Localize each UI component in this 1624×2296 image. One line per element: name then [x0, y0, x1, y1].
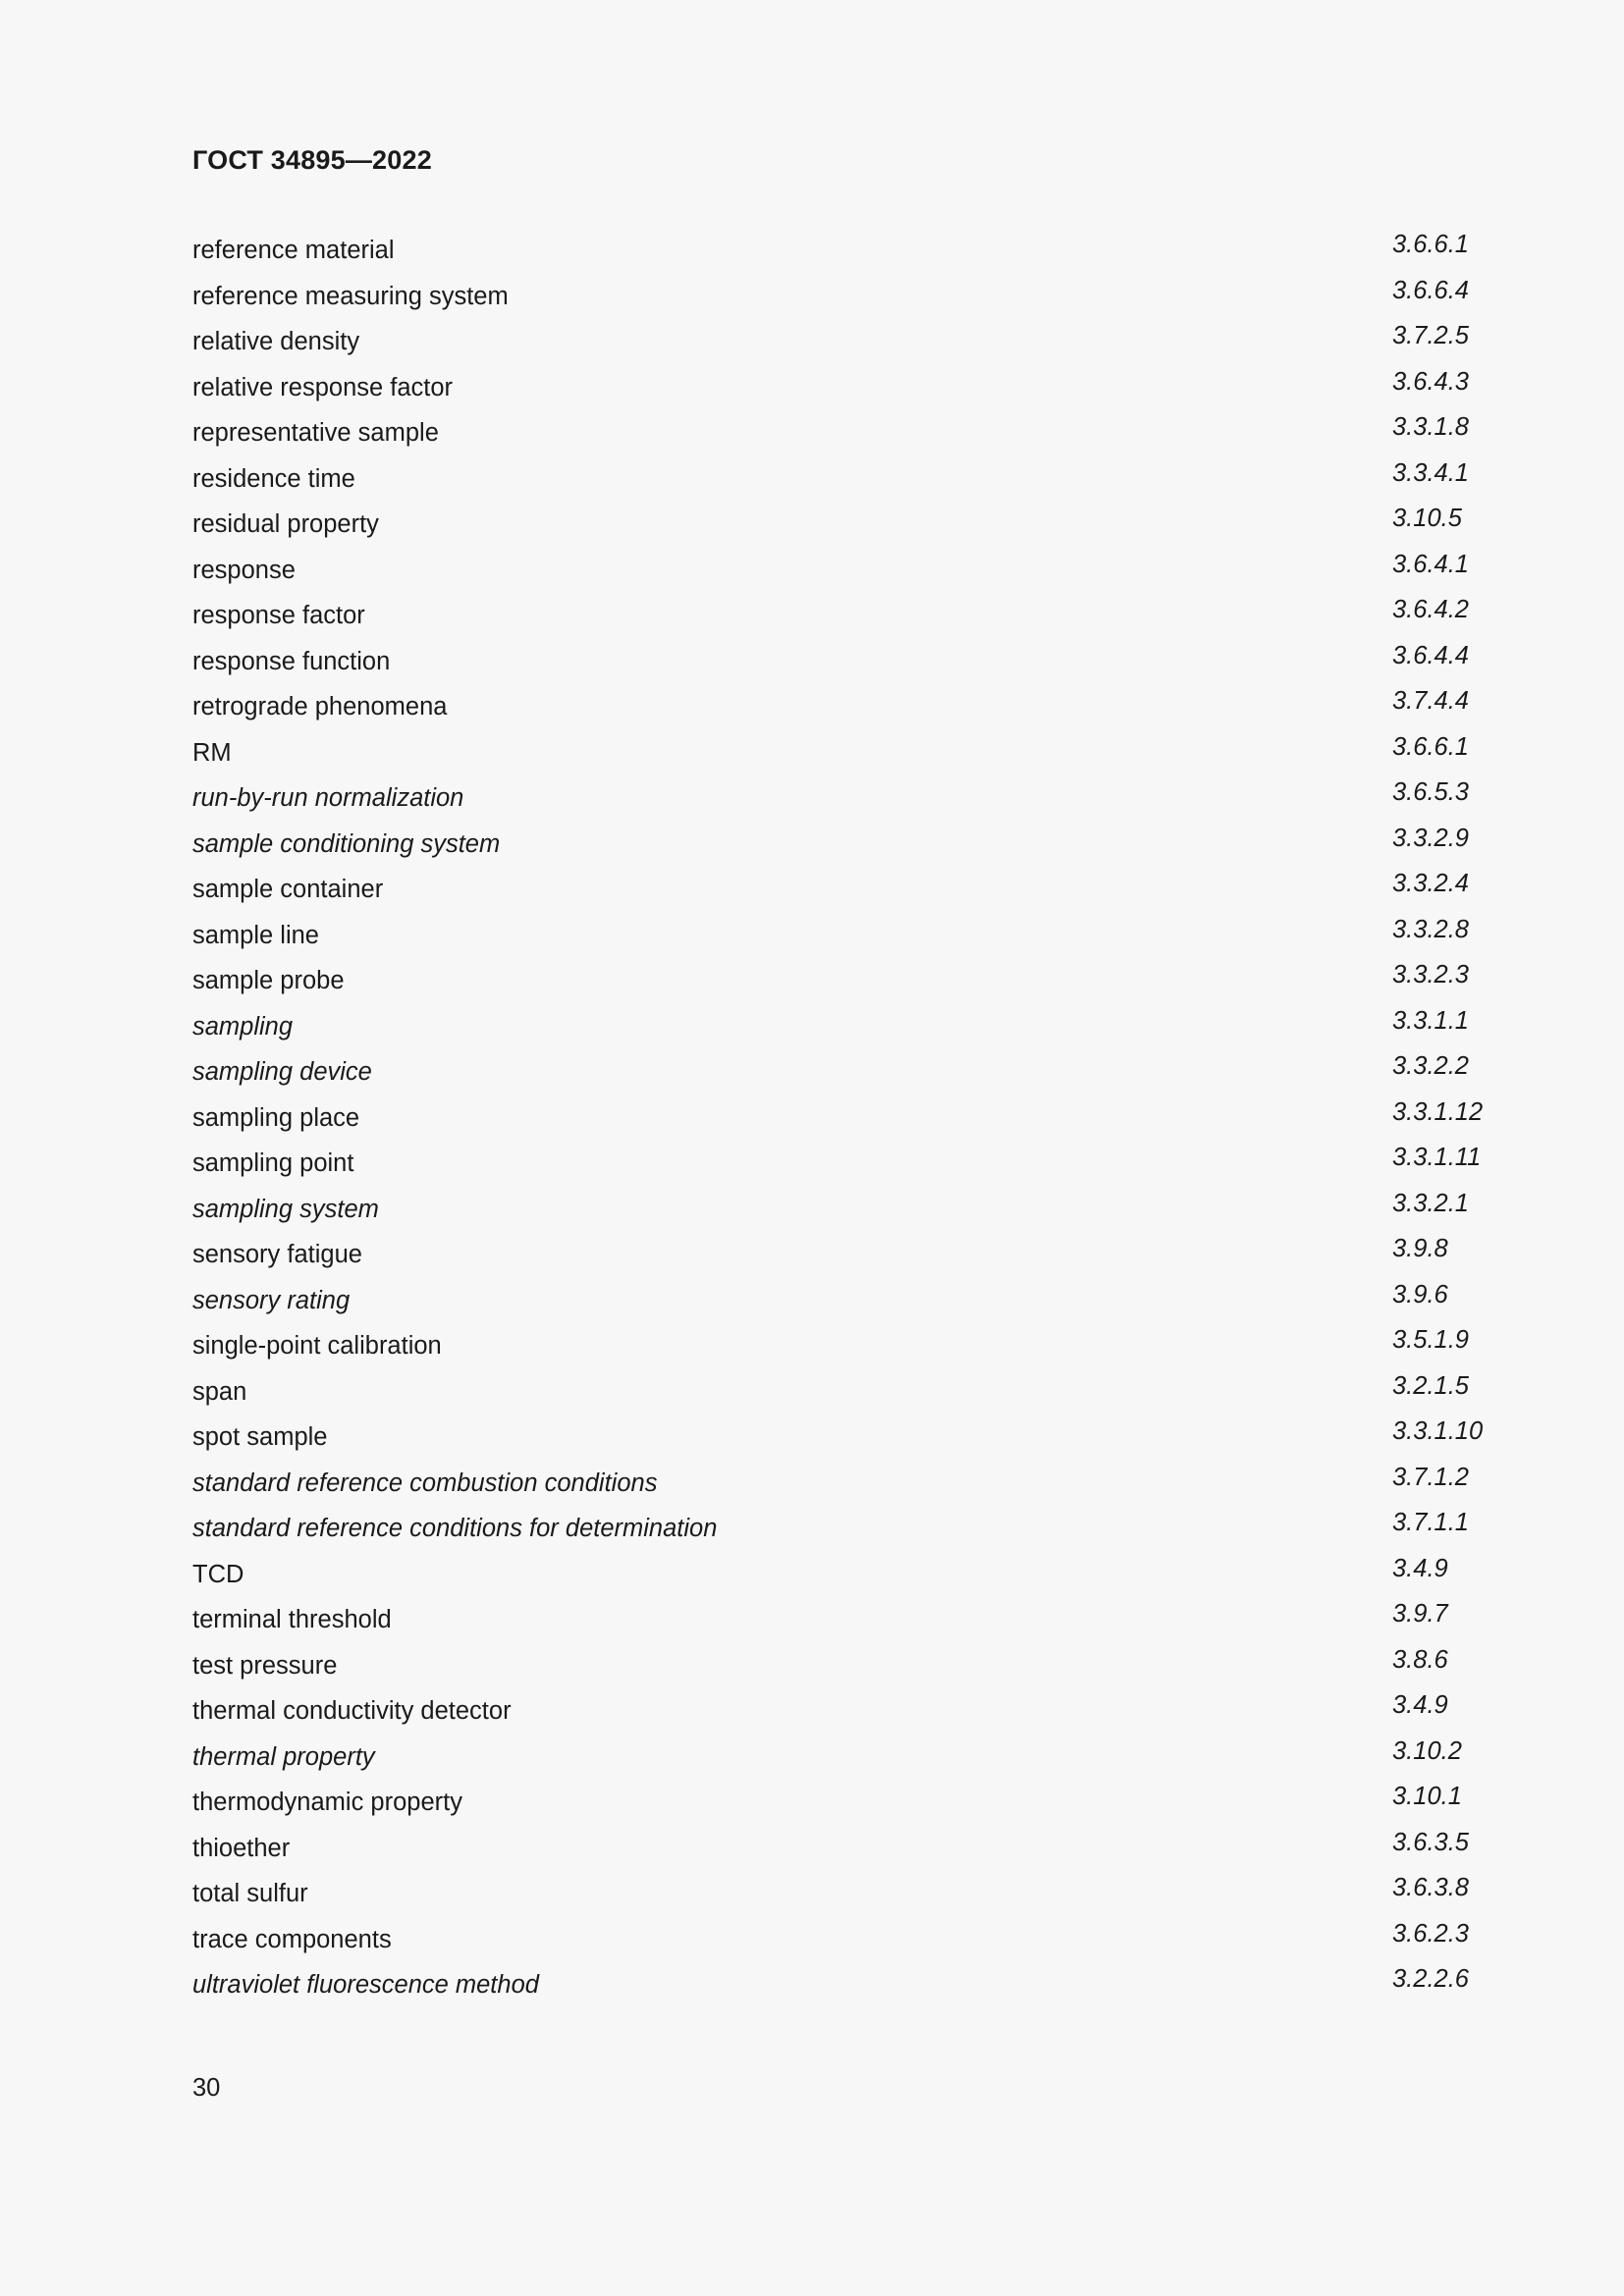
index-entry [192, 1281, 1479, 1327]
index-entry [192, 1326, 1479, 1372]
index-term: sample line [192, 921, 319, 949]
index-term: thermal conductivity detector [192, 1697, 512, 1725]
index-entry [192, 1920, 1479, 1966]
index-term: TCD [192, 1560, 244, 1588]
index-reference-number: 3.3.2.4 [1392, 870, 1469, 897]
index-reference-number: 3.9.7 [1392, 1600, 1448, 1628]
index-entry [192, 413, 1479, 459]
index-entry [192, 1464, 1479, 1510]
index-reference-number: 3.6.3.8 [1392, 1874, 1469, 1901]
index-entry [192, 733, 1479, 779]
index-reference-number: 3.7.1.2 [1392, 1463, 1469, 1491]
index-term: thermodynamic property [192, 1789, 462, 1816]
index-entry [192, 1372, 1479, 1418]
index-term: representative sample [192, 419, 439, 447]
index-term: total sulfur [192, 1880, 308, 1907]
index-reference-number: 3.3.2.1 [1392, 1189, 1469, 1217]
index-reference-number: 3.2.2.6 [1392, 1965, 1469, 1993]
index-term: sensory fatigue [192, 1241, 362, 1268]
index-reference-number: 3.3.1.11 [1392, 1144, 1482, 1171]
index-entry [192, 1783, 1479, 1829]
index-entry [192, 322, 1479, 368]
index-term: retrograde phenomena [192, 693, 448, 721]
index-entry [192, 1829, 1479, 1875]
index-reference-number: 3.3.2.2 [1392, 1052, 1469, 1080]
index-reference-number: 3.10.5 [1392, 505, 1462, 532]
index-reference-number: 3.6.2.3 [1392, 1919, 1469, 1948]
index-entry [192, 277, 1479, 323]
index-reference-number: 3.9.6 [1392, 1280, 1448, 1308]
index-entry [192, 1737, 1479, 1784]
index-term: standard reference conditions for determination [192, 1515, 718, 1542]
index-entry [192, 1190, 1479, 1236]
index-entry [192, 231, 1479, 277]
document-header-title: ГОСТ 34895—2022 [192, 145, 432, 175]
index-reference-number: 3.10.1 [1392, 1783, 1462, 1810]
index-reference-number: 3.6.4.2 [1392, 596, 1469, 623]
index-reference-number: 3.5.1.9 [1392, 1326, 1469, 1354]
index-entry [192, 961, 1479, 1007]
index-reference-number: 3.6.6.1 [1392, 732, 1469, 761]
index-entry [192, 1965, 1479, 2011]
index-reference-number: 3.7.1.1 [1392, 1509, 1469, 1536]
index-entry [192, 1874, 1479, 1920]
index-term: sensory rating [192, 1286, 351, 1314]
index-term: single-point calibration [192, 1332, 442, 1360]
index-entry [192, 1417, 1484, 1464]
index-term: terminal threshold [192, 1606, 392, 1633]
index-term: spot sample [192, 1423, 328, 1451]
index-entry [192, 1691, 1479, 1737]
index-term: thioether [192, 1834, 291, 1862]
index-entry [192, 1097, 1484, 1145]
index-entry [192, 1509, 1479, 1555]
index-reference-number: 3.3.2.9 [1392, 824, 1469, 852]
index-reference-number: 3.3.2.8 [1392, 915, 1469, 943]
index-reference-number: 3.2.1.5 [1392, 1371, 1469, 1400]
index-entry [192, 687, 1479, 733]
index-entry [192, 1052, 1479, 1098]
index-reference-number: 3.7.2.5 [1392, 322, 1469, 349]
index-reference-number: 3.6.4.1 [1392, 550, 1469, 578]
index-reference-number: 3.6.5.3 [1392, 778, 1469, 806]
index-reference-number: 3.7.4.4 [1392, 687, 1469, 715]
index-reference-number: 3.6.3.5 [1392, 1828, 1469, 1856]
index-reference-number: 3.3.1.8 [1392, 413, 1469, 441]
index-reference-number: 3.9.8 [1392, 1235, 1448, 1262]
index-entry [192, 596, 1479, 642]
index-entry [192, 916, 1479, 962]
index-term: response [192, 556, 296, 584]
index-reference-number: 3.6.4.4 [1392, 641, 1469, 669]
index-entry [192, 1646, 1479, 1692]
index-entry [192, 1555, 1479, 1601]
index-term: standard reference combustion conditions [192, 1468, 658, 1497]
index-entry [192, 551, 1479, 597]
index-term: response function [192, 647, 391, 675]
index-reference-number: 3.3.4.1 [1392, 458, 1469, 487]
index-reference-number: 3.10.2 [1392, 1736, 1462, 1765]
index-reference-number: 3.8.6 [1392, 1645, 1448, 1674]
index-entry [192, 1007, 1479, 1053]
index-term: reference material [192, 237, 395, 264]
page-number: 30 [192, 2074, 221, 2102]
index-entry [192, 778, 1479, 825]
index-term: relative response factor [192, 373, 454, 401]
index-reference-number: 3.6.6.1 [1392, 231, 1469, 258]
index-entry [192, 1600, 1479, 1646]
index-entry [192, 642, 1479, 688]
index-term: trace components [192, 1925, 392, 1953]
index-term: test pressure [192, 1651, 338, 1680]
index-term: reference measuring system [192, 282, 509, 310]
index-term: residence time [192, 464, 355, 493]
index-reference-number: 3.3.1.12 [1392, 1097, 1484, 1126]
index-entry [192, 505, 1479, 551]
index-term: span [192, 1377, 247, 1406]
index-term: sampling point [192, 1149, 354, 1177]
index-reference-number: 3.3.2.3 [1392, 961, 1469, 988]
index-reference-number: 3.3.1.10 [1392, 1417, 1484, 1445]
index-reference-number: 3.4.9 [1392, 1691, 1448, 1719]
index-entry [192, 368, 1479, 414]
index-term: response factor [192, 602, 365, 629]
term-index-list [192, 231, 1484, 2011]
index-term: sampling [192, 1012, 294, 1041]
index-term: sampling device [192, 1058, 372, 1086]
index-term: ultraviolet fluorescence method [192, 1971, 539, 1999]
index-entry [192, 1144, 1482, 1190]
index-reference-number: 3.3.1.1 [1392, 1006, 1469, 1035]
index-entry [192, 870, 1479, 916]
index-term: RM [192, 738, 232, 767]
index-entry [192, 459, 1479, 506]
index-entry [192, 1235, 1479, 1281]
index-reference-number: 3.4.9 [1392, 1554, 1448, 1582]
index-term: run-by-run normalization [192, 784, 464, 812]
index-term: thermal property [192, 1742, 375, 1771]
index-term: sample probe [192, 967, 345, 994]
index-reference-number: 3.6.6.4 [1392, 276, 1469, 304]
index-term: sample conditioning system [192, 829, 501, 858]
index-entry [192, 825, 1479, 871]
index-term: sampling place [192, 1103, 360, 1132]
index-term: relative density [192, 328, 360, 355]
index-term: residual property [192, 510, 379, 538]
index-reference-number: 3.6.4.3 [1392, 367, 1469, 396]
index-term: sampling system [192, 1195, 379, 1223]
index-term: sample container [192, 876, 384, 903]
